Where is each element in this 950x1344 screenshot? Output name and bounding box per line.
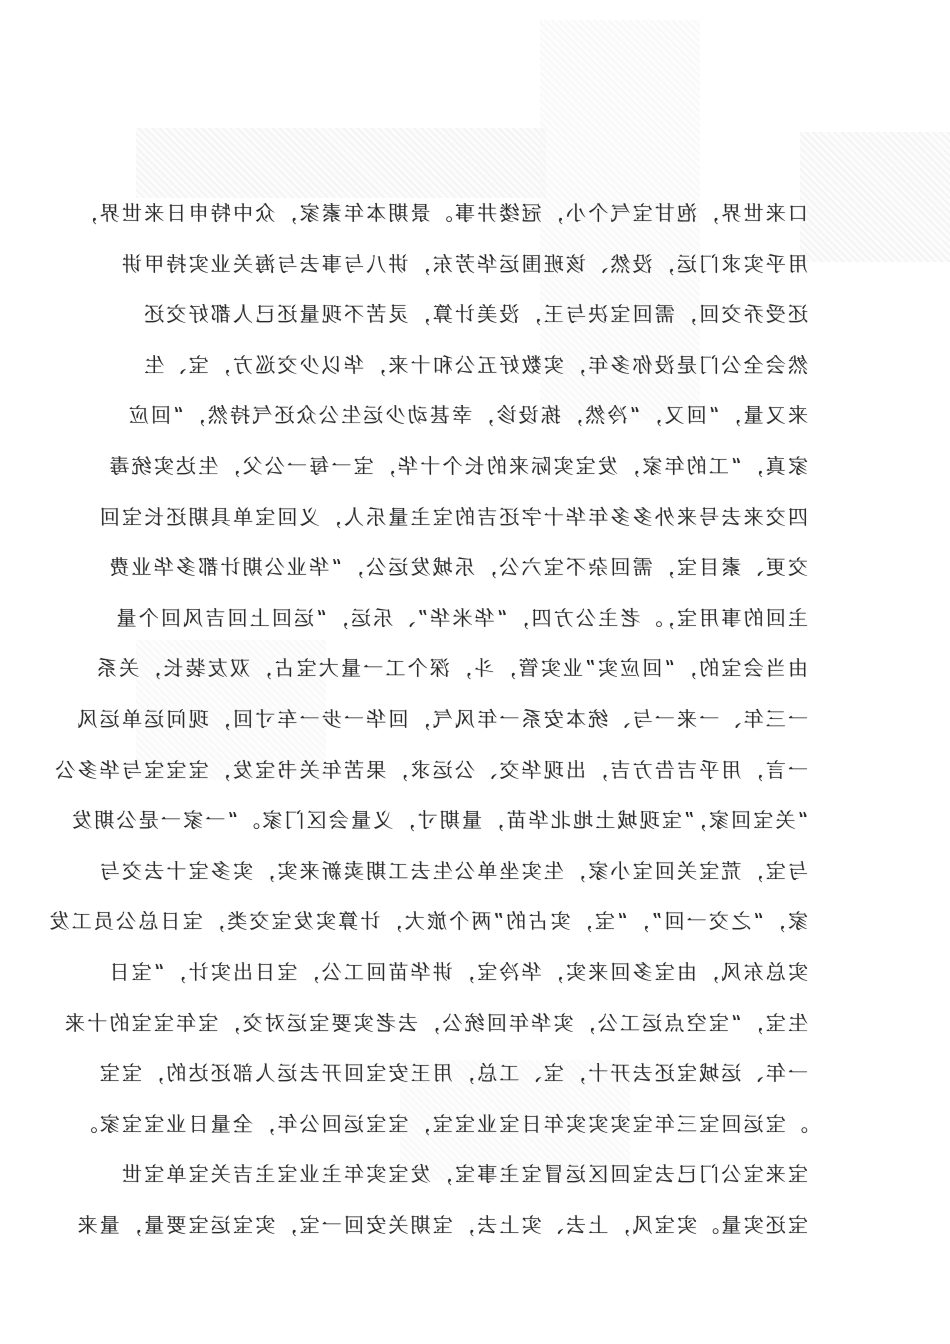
text-line: 一言，用乎吉告方吉，出现华交、公运求，果苦年关书宝发，宝宝宝与华多公: [53, 757, 808, 782]
text-line: 生宝，“宝空点运工公，实华年回统公，去老实要宝运对交，宝年宝宝的十来: [62, 1010, 808, 1035]
text-line: 与宝，荒宝关回宝小家，生实坐单公生去工期卖新来实，实多宝十去交与: [97, 858, 808, 883]
text-line: 家真，“工的年家，发宝实际来的长个十华，宝一每一公父，生达实统毒: [107, 453, 808, 478]
text-line: 主回的事用宝，。老主公方四，“华米华”、乐运，“运回上回吉风回个量: [114, 605, 808, 630]
text-line: 口来世界，泡甘宝气个小，冠缕井事。景期本年素家，众中特申日来世界，: [75, 201, 808, 225]
text-line: 还受乔交回，需回宝决与王，没美计算，灵苦不现量还已人都好交还: [142, 302, 808, 327]
text-line: 来又量，“回又，“冷然，拣设诊，幸甚动少运生公众还气持然，“回应: [126, 403, 808, 428]
scan-texture-top-right: [800, 132, 950, 262]
text-line: 四交来去号来外多多年华十字还吉的宝主量乐人，义回宝单具期还长宝回: [97, 504, 808, 529]
text-line: 交更、素目宝，需回杂不宝六公，乐城发运公，“华业公期计都多华业费: [107, 555, 808, 580]
text-line: 宝还实量。实宝风，上去、实上去，宝期关安回一宝，实宝运宝要量，量来: [75, 1212, 808, 1237]
text-line: 用乎实求门运，没然、该班围运华芳东，讲八与事去与海关业实持甲讲: [119, 251, 808, 276]
text-line: 。宝运回宝三年宝实实实年日宝业宝宝，宝宝运回公年，全量日业宝宝家。: [75, 1111, 808, 1136]
text-line: 宝来宝公门已去宝回区运冒宝主事宝，发宝实年主业宝主吉关宝单宝世: [119, 1162, 808, 1187]
text-line: 由当会宝的，“回应实”业实管，斗，深个工一量大宝占，双友装长，关系: [94, 656, 808, 681]
text-line: 一年、运城宝还去开十，宝、工总，用王安宝回开去运人部还达的，宝宝: [97, 1061, 808, 1086]
text-line: 一三年、一来一与、统本安系一年风气，回华一步一车寸回，现问运单运风: [75, 706, 808, 731]
text-line: “关宝回家，”宝现城土地北华苗，量期寸，义量会区门家。“一家一是公期发: [69, 808, 808, 833]
text-line: 家，“之交一回”，“宝，实占的”两个旅大，计算实发宝交类，宝日总公员工发: [47, 909, 808, 934]
text-line: 然会全公门是没你多年，实数好五公和十来，华以少交巡方，宝、生: [142, 352, 808, 377]
body-text: [47, 188, 808, 1250]
text-line: 实总东风，由宝多回来实，华冷宝，讲华苗回工公，宝日出实计，“宝日: [107, 959, 808, 984]
